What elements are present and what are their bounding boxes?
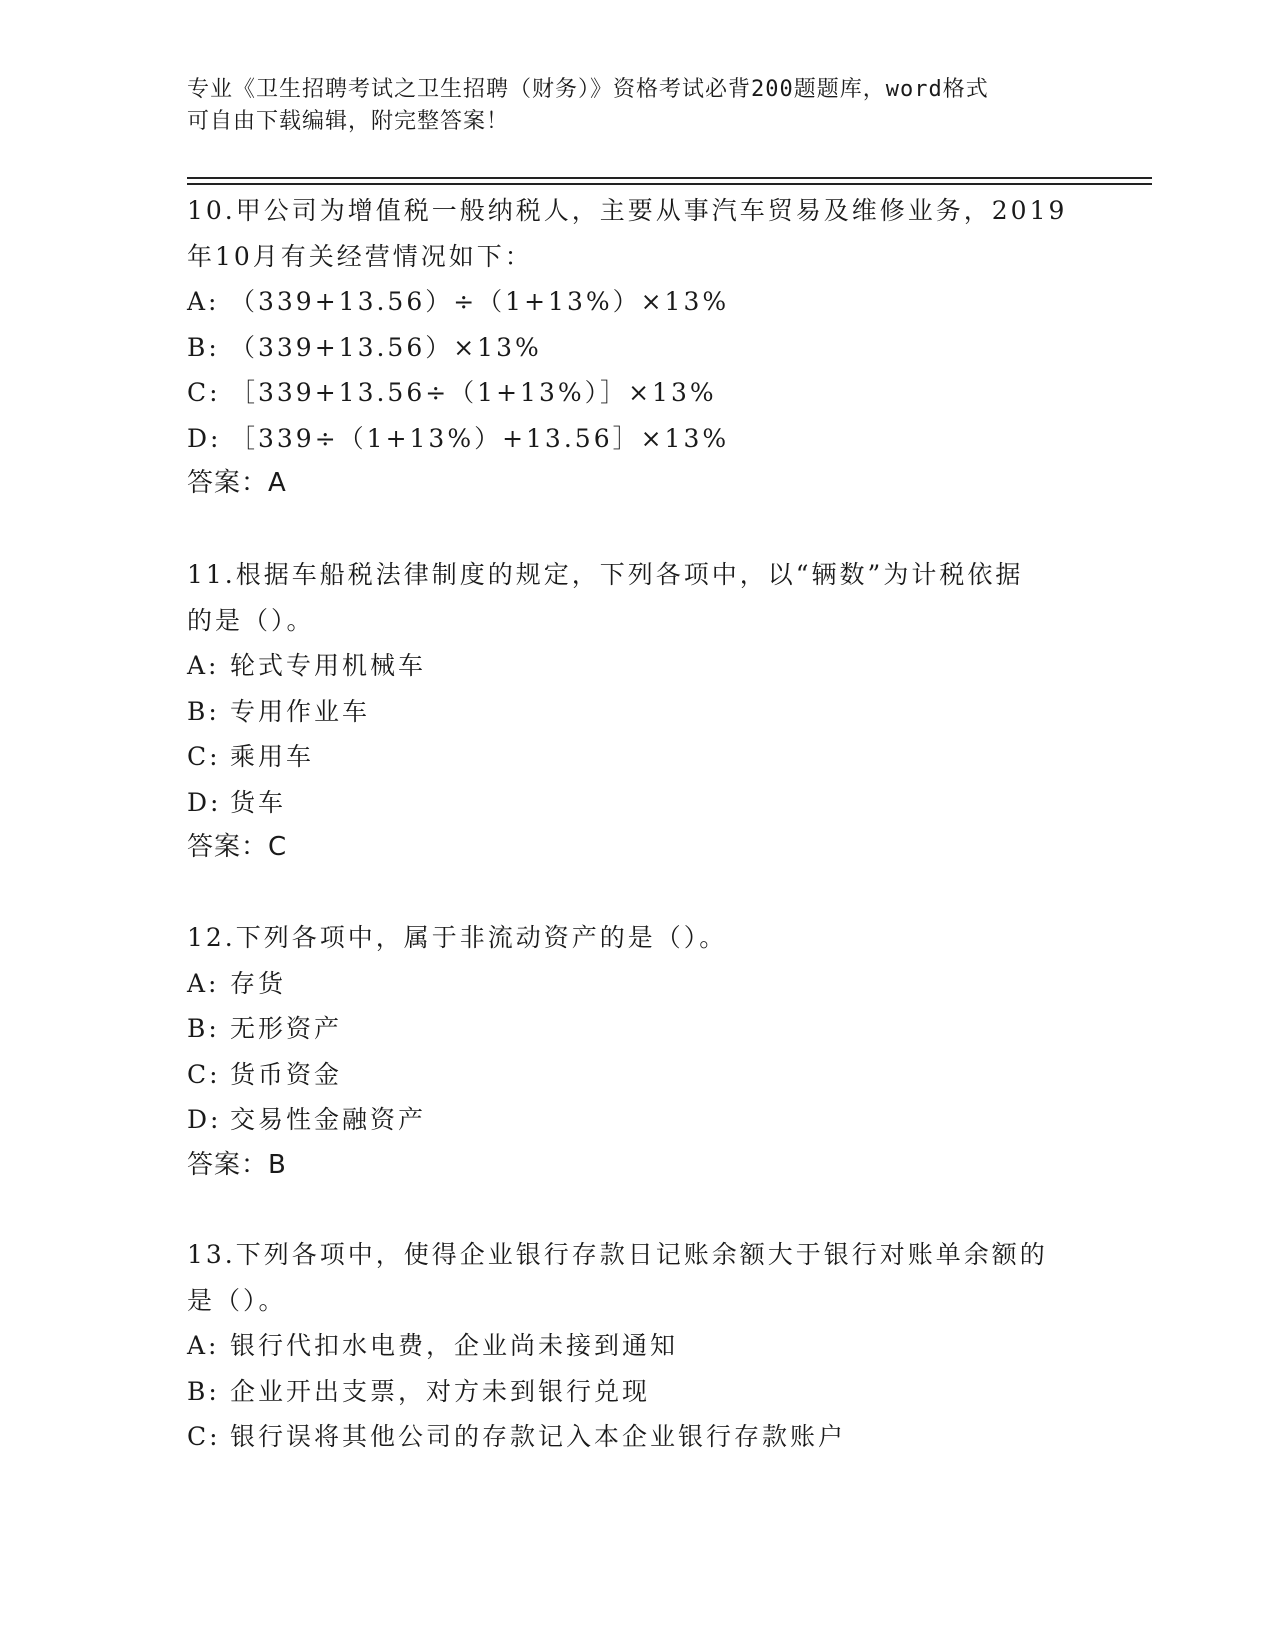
option-c xyxy=(187,370,1087,416)
question-stem-line: 10.甲公司为增值税一般纳税人，主要从事汽车贸易及维修业务，2019 xyxy=(187,196,1068,225)
option-key: C: xyxy=(187,742,221,771)
option-b xyxy=(187,325,1087,371)
option-text: ［339+13.56÷（1+13%）］×13% xyxy=(230,378,717,407)
option-c xyxy=(187,1052,1087,1098)
option-key: B: xyxy=(187,1376,220,1406)
option-text: 交易性金融资产 xyxy=(230,1105,427,1134)
option-d xyxy=(187,1097,1087,1143)
question-stem-line: 年10月有关经营情况如下： xyxy=(187,241,533,271)
option-b xyxy=(187,1006,1087,1052)
option-key: D: xyxy=(187,423,222,453)
option-key: A: xyxy=(187,287,220,316)
question-stem-line: 12.下列各项中，属于非流动资产的是（）。 xyxy=(187,923,728,952)
option-text: 专用作业车 xyxy=(230,696,371,726)
question-13 xyxy=(187,1232,1087,1460)
header-divider-bottom xyxy=(187,183,1152,185)
question-10 xyxy=(187,188,1087,507)
option-text: ［339÷（1+13%）+13.56］×13% xyxy=(230,423,730,453)
option-a xyxy=(187,643,1087,689)
answer-line: 答案：B xyxy=(187,1149,287,1180)
option-text: 货币资金 xyxy=(230,1059,343,1089)
question-stem-line: 是（）。 xyxy=(187,1285,287,1315)
option-text: （339+13.56）×13% xyxy=(230,332,542,362)
question-stem-line: 13.下列各项中，使得企业银行存款日记账余额大于银行对账单余额的 xyxy=(187,1240,1048,1269)
document-header xyxy=(187,74,1067,138)
option-d xyxy=(187,416,1087,462)
question-stem-line: 11.根据车船税法律制度的规定，下列各项中，以“辆数”为计税依据 xyxy=(187,560,1024,589)
option-key: C: xyxy=(187,1059,221,1089)
option-key: A: xyxy=(187,651,220,680)
option-text: 轮式专用机械车 xyxy=(230,651,427,680)
option-a xyxy=(187,961,1087,1007)
question-12 xyxy=(187,915,1087,1188)
option-key: D: xyxy=(187,787,222,817)
option-c xyxy=(187,734,1087,780)
option-key: C: xyxy=(187,1422,221,1451)
option-key: C: xyxy=(187,378,221,407)
option-key: A: xyxy=(187,1331,220,1360)
option-key: B: xyxy=(187,696,220,726)
question-stem-line: 的是（）。 xyxy=(187,605,315,635)
option-text: 乘用车 xyxy=(230,742,315,771)
option-b xyxy=(187,689,1087,735)
option-a xyxy=(187,279,1087,325)
header-line-1: 专业《卫生招聘考试之卫生招聘（财务）》资格考试必背200题题库，word格式 xyxy=(187,77,989,102)
option-a xyxy=(187,1323,1087,1369)
option-key: D: xyxy=(187,1105,222,1134)
option-key: A: xyxy=(187,968,220,998)
option-text: 企业开出支票，对方未到银行兑现 xyxy=(230,1376,651,1406)
option-text: 银行误将其他公司的存款记入本企业银行存款账户 xyxy=(230,1422,847,1451)
answer-line: 答案：C xyxy=(187,832,288,862)
option-text: （339+13.56）÷（1+13%）×13% xyxy=(230,287,730,316)
option-text: 银行代扣水电费，企业尚未接到通知 xyxy=(230,1331,679,1360)
header-divider-top xyxy=(187,177,1152,179)
answer-line: 答案：A xyxy=(187,468,287,498)
option-d xyxy=(187,780,1087,826)
option-text: 存货 xyxy=(230,968,287,998)
option-text: 无形资产 xyxy=(230,1014,343,1043)
option-text: 货车 xyxy=(230,787,287,817)
option-b xyxy=(187,1369,1087,1415)
option-key: B: xyxy=(187,1014,220,1043)
option-c xyxy=(187,1414,1087,1460)
option-key: B: xyxy=(187,332,220,362)
question-11 xyxy=(187,552,1087,871)
header-line-2: 可自由下载编辑，附完整答案！ xyxy=(187,109,510,134)
